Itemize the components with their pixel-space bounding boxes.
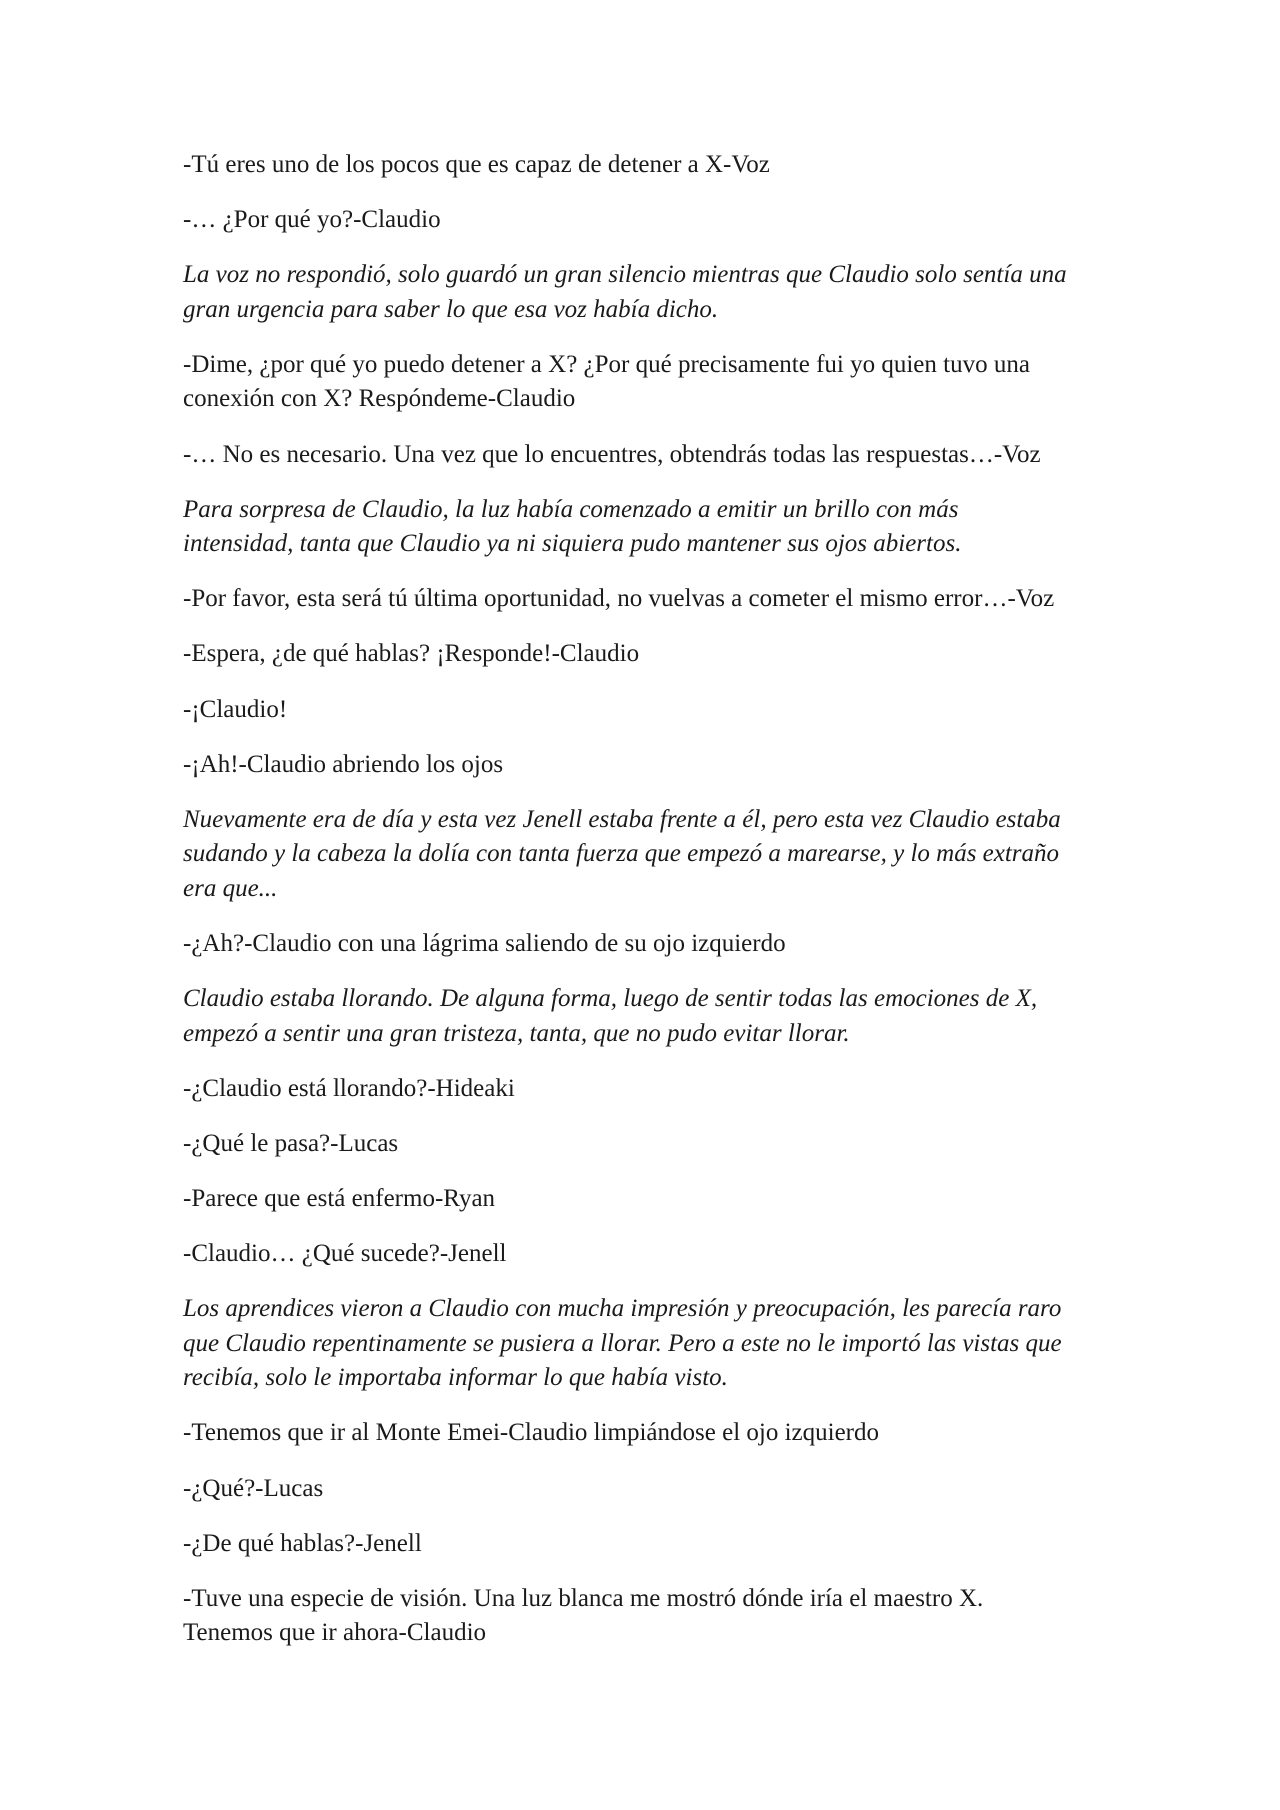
dialogue-paragraph (183, 1072, 1123, 1107)
text-line: conexión con X? Respóndeme-Claudio (183, 385, 576, 413)
text-line: La voz no respondió, solo guardó un gran silencio mientras que Claudio solo sentía una (183, 261, 1067, 289)
dialogue-paragraph (183, 693, 1123, 728)
text-line: -Espera, ¿de qué hablas? ¡Responde!-Claudio (183, 640, 640, 668)
text-line: -… ¿Por qué yo?-Claudio (183, 206, 441, 234)
text-line: -Dime, ¿por qué yo puedo detener a X? ¿Por qué precisamente fui yo quien tuvo una (183, 350, 1030, 378)
text-line: intensidad, tanta que Claudio ya ni siquiera pudo mantener sus ojos abiertos. (183, 530, 962, 558)
text-line: -Tuve una especie de visión. Una luz blanca me mostró dónde iría el maestro X. (183, 1584, 984, 1612)
narration-paragraph (183, 1292, 1123, 1396)
text-line: sudando y la cabeza la dolía con tanta fuerza que empezó a marearse, y lo más extraño (183, 840, 1060, 868)
text-line: -¡Ah!-Claudio abriendo los ojos (183, 750, 504, 778)
text-line: -Por favor, esta será tú última oportunidad, no vuelvas a cometer el mismo error…-Voz (183, 585, 1055, 613)
dialogue-paragraph (183, 582, 1123, 617)
dialogue-paragraph (183, 438, 1123, 473)
narration-paragraph (183, 493, 1123, 562)
text-line: Nuevamente era de día y esta vez Jenell estaba frente a él, pero esta vez Claudio estaba (183, 805, 1061, 833)
text-line: -¿Ah?-Claudio con una lágrima saliendo de su ojo izquierdo (183, 930, 786, 957)
text-line: -¿De qué hablas?-Jenell (183, 1529, 422, 1557)
dialogue-paragraph (183, 1582, 1123, 1651)
narration-paragraph (183, 258, 1123, 327)
text-line: Los aprendices vieron a Claudio con mucha impresión y preocupación, les parecía raro (183, 1295, 1062, 1323)
text-line: que Claudio repentinamente se pusiera a llorar. Pero a este no le importó las vistas que (183, 1329, 1062, 1357)
dialogue-paragraph (183, 1527, 1123, 1562)
text-line: recibía, solo le importaba informar lo que había visto. (183, 1364, 728, 1392)
text-line: -Tenemos que ir al Monte Emei-Claudio limpiándose el ojo izquierdo (183, 1419, 879, 1447)
text-line: -¡Claudio! (183, 695, 288, 723)
text-line: -¿Claudio está llorando?-Hideaki (183, 1074, 515, 1102)
text-line: -¿Qué?-Lucas (183, 1474, 324, 1502)
document-page (183, 148, 1123, 1671)
dialogue-paragraph (183, 348, 1123, 417)
text-line: Claudio estaba llorando. De alguna forma, luego de sentir todas las emociones de X, (183, 985, 1038, 1013)
text-line: gran urgencia para saber lo que esa voz había dicho. (183, 295, 719, 323)
dialogue-paragraph (183, 748, 1123, 783)
dialogue-paragraph (183, 1472, 1123, 1507)
text-line: -¿Qué le pasa?-Lucas (183, 1129, 399, 1157)
dialogue-paragraph (183, 203, 1123, 238)
text-line: -Tú eres uno de los pocos que es capaz de detener a X-Voz (183, 151, 770, 178)
dialogue-paragraph (183, 927, 1123, 962)
dialogue-paragraph (183, 637, 1123, 672)
text-line: Tenemos que ir ahora-Claudio (183, 1619, 487, 1647)
dialogue-paragraph (183, 1182, 1123, 1217)
text-line: empezó a sentir una gran tristeza, tanta, que no pudo evitar llorar. (183, 1019, 850, 1047)
text-line: Para sorpresa de Claudio, la luz había comenzado a emitir un brillo con más (183, 495, 959, 523)
dialogue-paragraph (183, 1127, 1123, 1162)
dialogue-paragraph (183, 1416, 1123, 1451)
narration-paragraph (183, 803, 1123, 907)
dialogue-paragraph (183, 1237, 1123, 1272)
text-line: -Claudio… ¿Qué sucede?-Jenell (183, 1240, 507, 1268)
text-line: -… No es necesario. Una vez que lo encuentres, obtendrás todas las respuestas…-Voz (183, 440, 1041, 468)
narration-paragraph (183, 982, 1123, 1051)
text-line: -Parece que está enfermo-Ryan (183, 1184, 496, 1212)
text-line: era que... (183, 874, 278, 902)
dialogue-paragraph (183, 148, 1123, 183)
